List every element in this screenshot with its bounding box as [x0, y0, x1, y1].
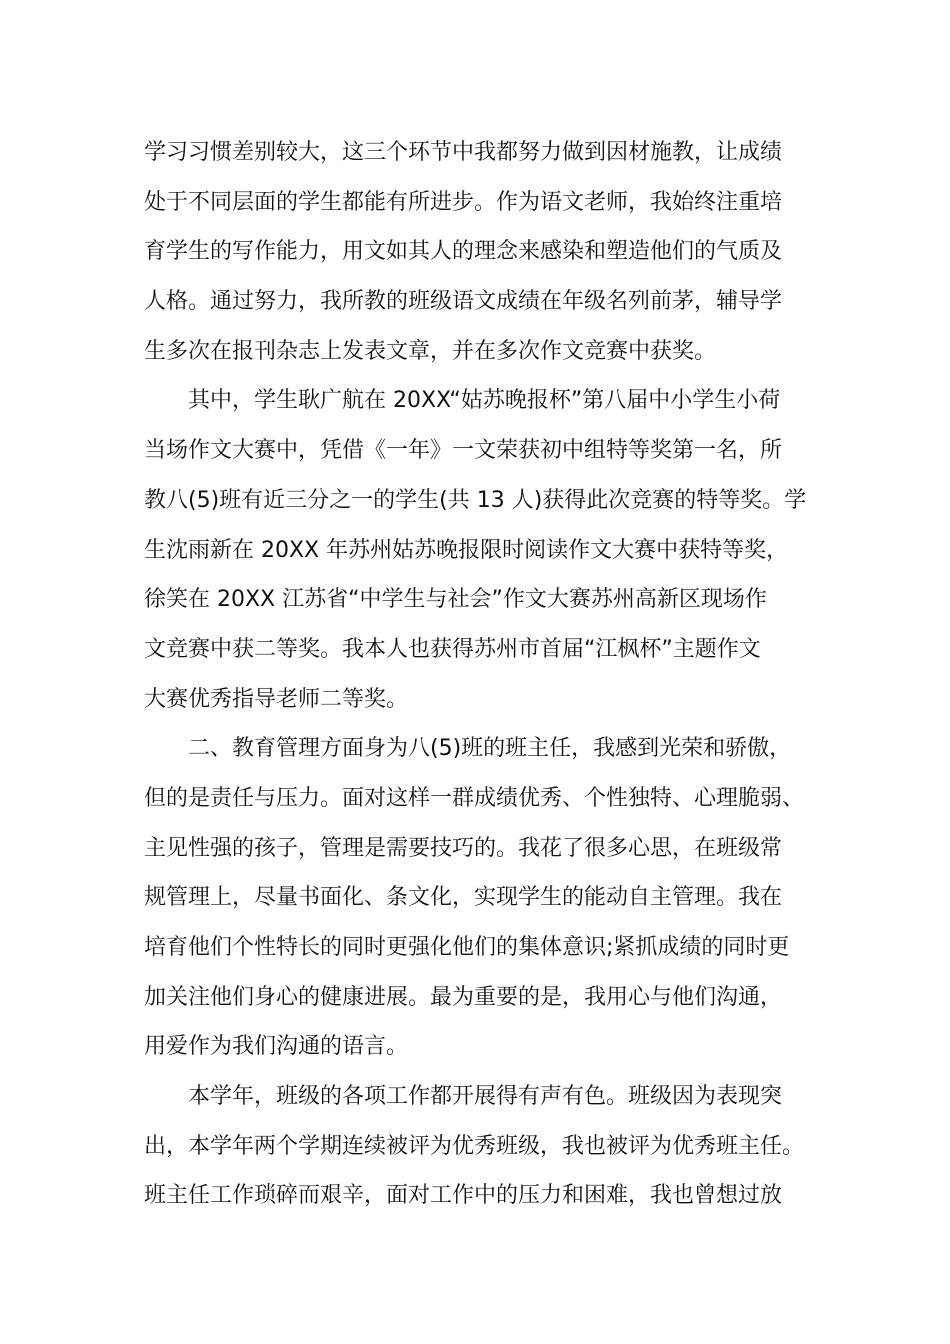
text-line: 班主任工作琐碎而艰辛，面对工作中的压力和困难，我也曾想过放 [144, 1183, 783, 1209]
text-line: 其中，学生耿广航在 20XX“姑苏晚报杯”第八届中小学生小荷 [188, 388, 781, 414]
text-line: 生多次在报刊杂志上发表文章，并在多次作文竞赛中获奖。 [144, 338, 717, 364]
text-line: 加关注他们身心的健康进展。最为重要的是，我用心与他们沟通， [144, 984, 783, 1010]
paragraph-1 [144, 128, 814, 376]
text-line: 当场作文大赛中，凭借《一年》一文荣获初中组特等奖第一名，所 [144, 438, 783, 464]
text-line: 二、教育管理方面身为八(5)班的班主任，我感到光荣和骄傲， [188, 736, 792, 762]
text-line: 但的是责任与压力。面对这样一群成绩优秀、个性独特、心理脆弱、 [144, 785, 805, 811]
text-line: 育学生的写作能力，用文如其人的理念来感染和塑造他们的气质及 [144, 239, 783, 265]
text-line: 文竞赛中获二等奖。我本人也获得苏州市首届“江枫杯”主题作文 [144, 636, 761, 662]
text-line: 徐笑在 20XX 江苏省“中学生与社会”作文大赛苏州高新区现场作 [144, 587, 767, 613]
text-line: 出，本学年两个学期连续被评为优秀班级，我也被评为优秀班主任。 [144, 1133, 805, 1159]
text-line: 教八(5)班有近三分之一的学生(共 13 人)获得此次竞赛的特等奖。学 [144, 487, 807, 513]
text-line: 大赛优秀指导老师二等奖。 [144, 686, 409, 712]
text-line: 用爱作为我们沟通的语言。 [144, 1034, 409, 1060]
text-line: 人格。通过努力，我所教的班级语文成绩在年级名列前茅，辅导学 [144, 289, 783, 315]
document-body [144, 128, 814, 1221]
text-line: 本学年，班级的各项工作都开展得有声有色。班级因为表现突 [188, 1084, 783, 1110]
paragraph-3 [144, 724, 814, 1072]
text-line: 处于不同层面的学生都能有所进步。作为语文老师，我始终注重培 [144, 189, 783, 215]
text-line: 规管理上，尽量书面化、条文化，实现学生的能动自主管理。我在 [144, 885, 783, 911]
paragraph-2 [144, 376, 814, 724]
text-line: 生沈雨新在 20XX 年苏州姑苏晚报限时阅读作文大赛中获特等奖， [144, 537, 789, 563]
text-line: 主见性强的孩子，管理是需要技巧的。我花了很多心思，在班级常 [144, 835, 783, 861]
paragraph-4 [144, 1072, 814, 1221]
text-line: 培育他们个性特长的同时更强化他们的集体意识;紧抓成绩的同时更 [144, 935, 790, 960]
text-line: 学习习惯差别较大，这三个环节中我都努力做到因材施教，让成绩 [144, 140, 783, 165]
